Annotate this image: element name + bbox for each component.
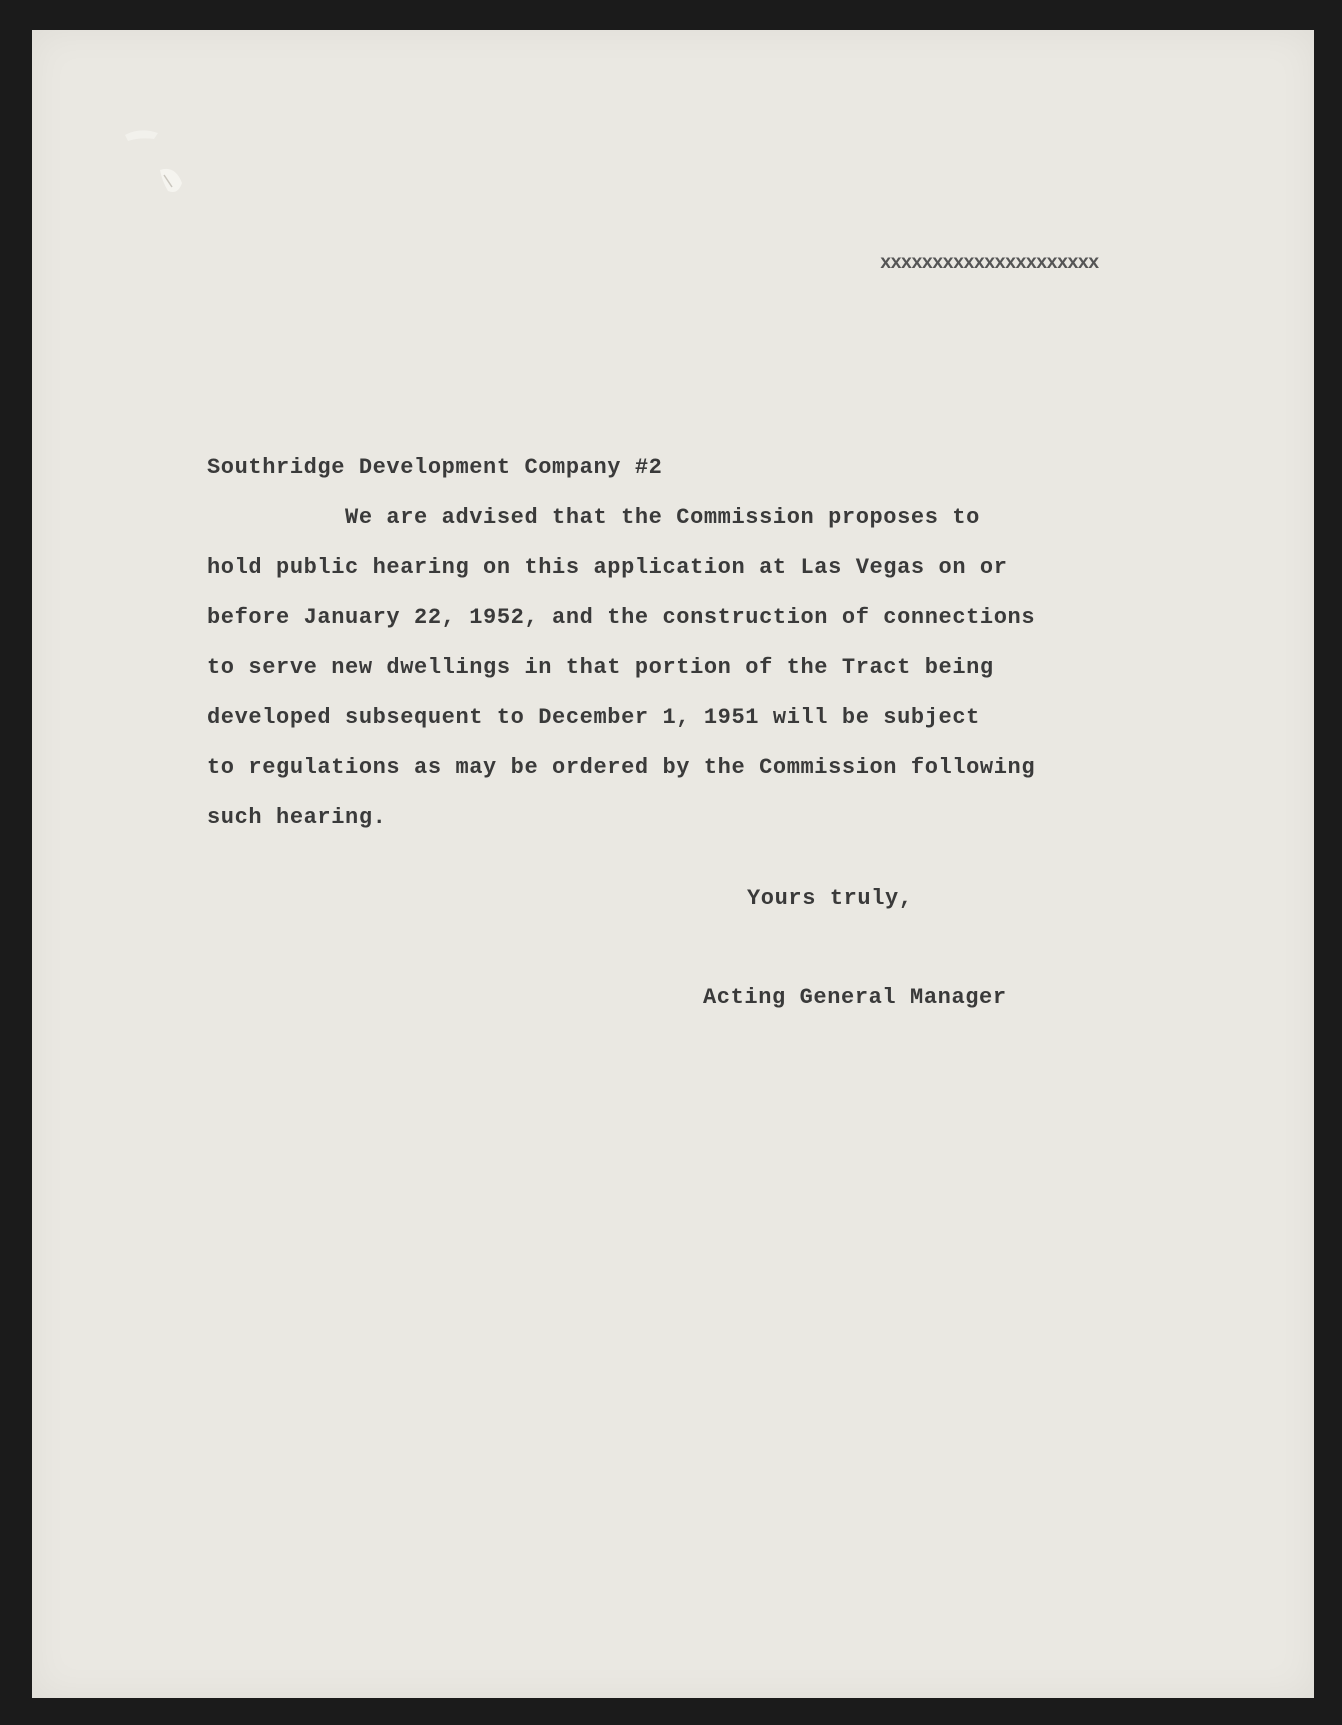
body-line: We are advised that the Commission proposes to [207, 505, 980, 530]
signature-title: Acting General Manager [703, 985, 1007, 1010]
letter-subject: Southridge Development Company #2 [207, 455, 663, 480]
body-line: developed subsequent to December 1, 1951 will be subject [207, 705, 980, 730]
struck-out-line: xxxxxxxxxxxxxxxxxxxxx [880, 252, 1099, 274]
body-line: hold public hearing on this application at Las Vegas on or [207, 555, 1008, 580]
body-line: to regulations as may be ordered by the Commission following [207, 755, 1036, 780]
paper-blemish [120, 125, 200, 215]
body-line: to serve new dwellings in that portion of the Tract being [207, 655, 994, 680]
body-line: such hearing. [207, 805, 387, 830]
closing-salutation: Yours truly, [747, 886, 913, 911]
letter-page [32, 30, 1314, 1698]
body-line: before January 22, 1952, and the construction of connections [207, 605, 1036, 630]
